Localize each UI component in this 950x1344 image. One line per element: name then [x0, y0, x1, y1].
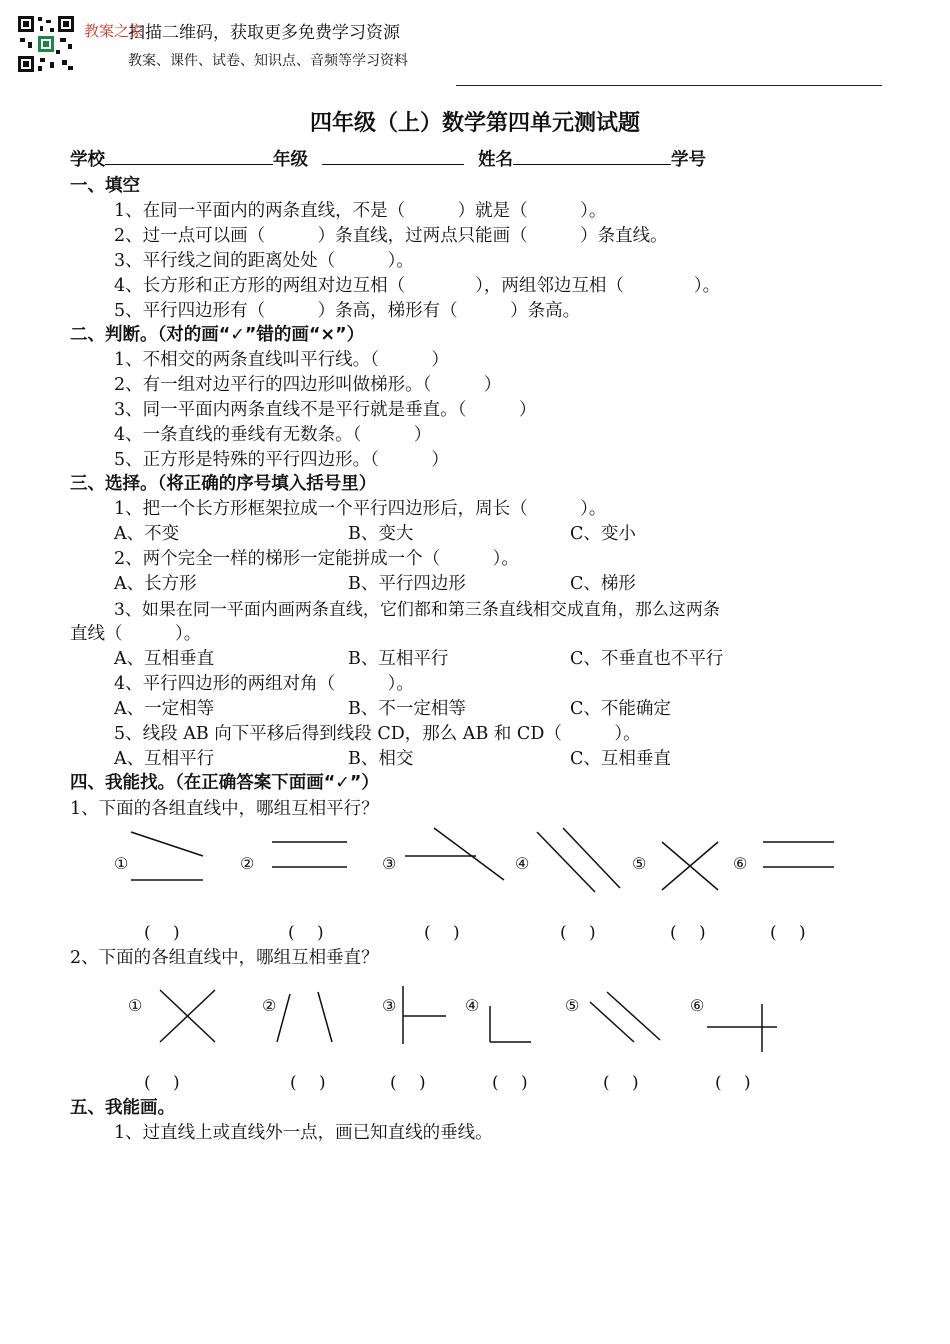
choice-option-a: A、一定相等 [114, 699, 215, 719]
answer-paren[interactable]: ( ) [770, 923, 806, 943]
choice-option-c: C、互相垂直 [570, 749, 671, 769]
judge-question: 5、正方形是特殊的平行四边形。（ ） [114, 450, 449, 470]
figure-4-lines [537, 828, 620, 892]
answer-paren[interactable]: ( ) [290, 1073, 326, 1093]
fill-question: 4、长方形和正方形的两组对边互相（ ），两组邻边互相（ ）。 [114, 276, 721, 296]
figure-1-lines [160, 990, 215, 1042]
answer-paren[interactable]: ( ) [144, 1073, 180, 1093]
figure-6-lines [763, 842, 834, 867]
choice-question: 2、两个完全一样的梯形一定能拼成一个（ ）。 [114, 549, 519, 569]
school-label: 学校 [70, 150, 105, 170]
figure-label: ② [262, 996, 277, 1015]
choice-option-b: B、变大 [348, 524, 414, 544]
answer-paren[interactable]: ( ) [603, 1073, 639, 1093]
choice-option-a: A、互相垂直 [114, 649, 215, 669]
section-fill-heading: 一、填空 [70, 176, 140, 196]
grade-blank[interactable] [322, 146, 464, 165]
judge-question: 1、不相交的两条直线叫平行线。（ ） [114, 350, 449, 370]
choice-option-c: C、不垂直也不平行 [570, 649, 724, 669]
choice-option-b: B、不一定相等 [348, 699, 466, 719]
parallel-figures [0, 820, 950, 900]
banner-line-1: 扫描二维码，获取更多免费学习资源 [128, 23, 400, 43]
choice-option-b: B、相交 [348, 749, 414, 769]
figure-6-lines [707, 1004, 777, 1052]
figure-label: ① [114, 854, 129, 873]
perpendicular-figures [0, 980, 950, 1060]
figure-1-lines [131, 832, 203, 880]
answer-paren[interactable]: ( ) [424, 923, 460, 943]
figure-2-lines [277, 992, 332, 1042]
section-find-heading: 四、我能找。（在正确答案下面画“✓”） [70, 773, 379, 793]
figure-2-lines [272, 842, 347, 867]
banner-line-2: 教案、课件、试卷、知识点、音频等学习资料 [128, 53, 408, 69]
header-divider [456, 85, 882, 86]
qr-code-image [16, 14, 76, 74]
page-title: 四年级（上）数学第四单元测试题 [309, 111, 640, 136]
fill-question: 5、平行四边形有（ ）条高，梯形有（ ）条高。 [114, 301, 581, 321]
answer-paren[interactable]: ( ) [715, 1073, 751, 1093]
answer-paren[interactable]: ( ) [492, 1073, 528, 1093]
grade-label: 年级 [273, 150, 308, 170]
choice-option-c: C、梯形 [570, 574, 636, 594]
name-blank[interactable] [513, 146, 671, 165]
fill-question: 3、平行线之间的距离处处（ ）。 [114, 251, 414, 271]
figure-label: ③ [382, 996, 397, 1015]
find-question-perpendicular: 2、下面的各组直线中，哪组互相垂直？ [70, 948, 379, 968]
school-blank[interactable] [105, 146, 273, 165]
figure-label: ⑥ [733, 854, 748, 873]
choice-option-b: B、互相平行 [348, 649, 449, 669]
figure-5-lines [662, 842, 718, 890]
figure-label: ④ [515, 854, 530, 873]
choice-option-c: C、变小 [570, 524, 636, 544]
info-row [70, 146, 706, 171]
choice-question-cont: 直线（ ）。 [70, 624, 202, 644]
figure-3-lines [403, 986, 446, 1044]
fill-question: 1、在同一平面内的两条直线，不是（ ）就是（ ）。 [114, 201, 607, 221]
choice-option-b: B、平行四边形 [348, 574, 466, 594]
choice-question: 5、线段 AB 向下平移后得到线段 CD，那么 AB 和 CD（ ）。 [114, 724, 641, 744]
figure-label: ③ [382, 854, 397, 873]
figure-label: ② [240, 854, 255, 873]
figure-label: ④ [465, 996, 480, 1015]
figure-label: ⑤ [565, 996, 580, 1015]
draw-question: 1、过直线上或直线外一点，画已知直线的垂线。 [114, 1123, 493, 1143]
figure-5-lines [590, 992, 660, 1042]
judge-question: 3、同一平面内两条直线不是平行就是垂直。（ ） [114, 400, 537, 420]
choice-option-c: C、不能确定 [570, 699, 671, 719]
figure-4-lines [490, 1006, 531, 1042]
logo: 教案之家 [84, 22, 145, 40]
answer-paren[interactable]: ( ) [670, 923, 706, 943]
choice-option-a: A、互相平行 [114, 749, 215, 769]
choice-question: 1、把一个长方形框架拉成一个平行四边形后，周长（ ）。 [114, 499, 607, 519]
figure-label: ⑥ [690, 996, 705, 1015]
judge-question: 2、有一组对边平行的四边形叫做梯形。（ ） [114, 375, 502, 395]
answer-paren[interactable]: ( ) [390, 1073, 426, 1093]
fill-question: 2、过一点可以画（ ）条直线，过两点只能画（ ）条直线。 [114, 226, 668, 246]
name-label: 姓名 [478, 150, 513, 170]
section-choice-heading: 三、选择。（将正确的序号填入括号里） [70, 474, 377, 494]
find-question-parallel: 1、下面的各组直线中，哪组互相平行？ [70, 799, 379, 819]
answer-paren[interactable]: ( ) [144, 923, 180, 943]
answer-paren[interactable]: ( ) [560, 923, 596, 943]
answer-paren[interactable]: ( ) [288, 923, 324, 943]
judge-question: 4、一条直线的垂线有无数条。（ ） [114, 425, 432, 445]
choice-question: 4、平行四边形的两组对角（ ）。 [114, 674, 414, 694]
figure-3-lines [405, 828, 504, 880]
choice-option-a: A、长方形 [114, 574, 197, 594]
figure-label: ① [128, 996, 143, 1015]
figure-label: ⑤ [632, 854, 647, 873]
section-draw-heading: 五、我能画。 [70, 1098, 175, 1118]
choice-option-a: A、不变 [114, 524, 180, 544]
choice-question: 3、如果在同一平面内画两条直线，它们都和第三条直线相交成直角，那么这两条 [114, 600, 720, 620]
section-judge-heading: 二、判断。（对的画“✓”错的画“×”） [70, 325, 365, 345]
number-label: 学号 [671, 150, 706, 170]
